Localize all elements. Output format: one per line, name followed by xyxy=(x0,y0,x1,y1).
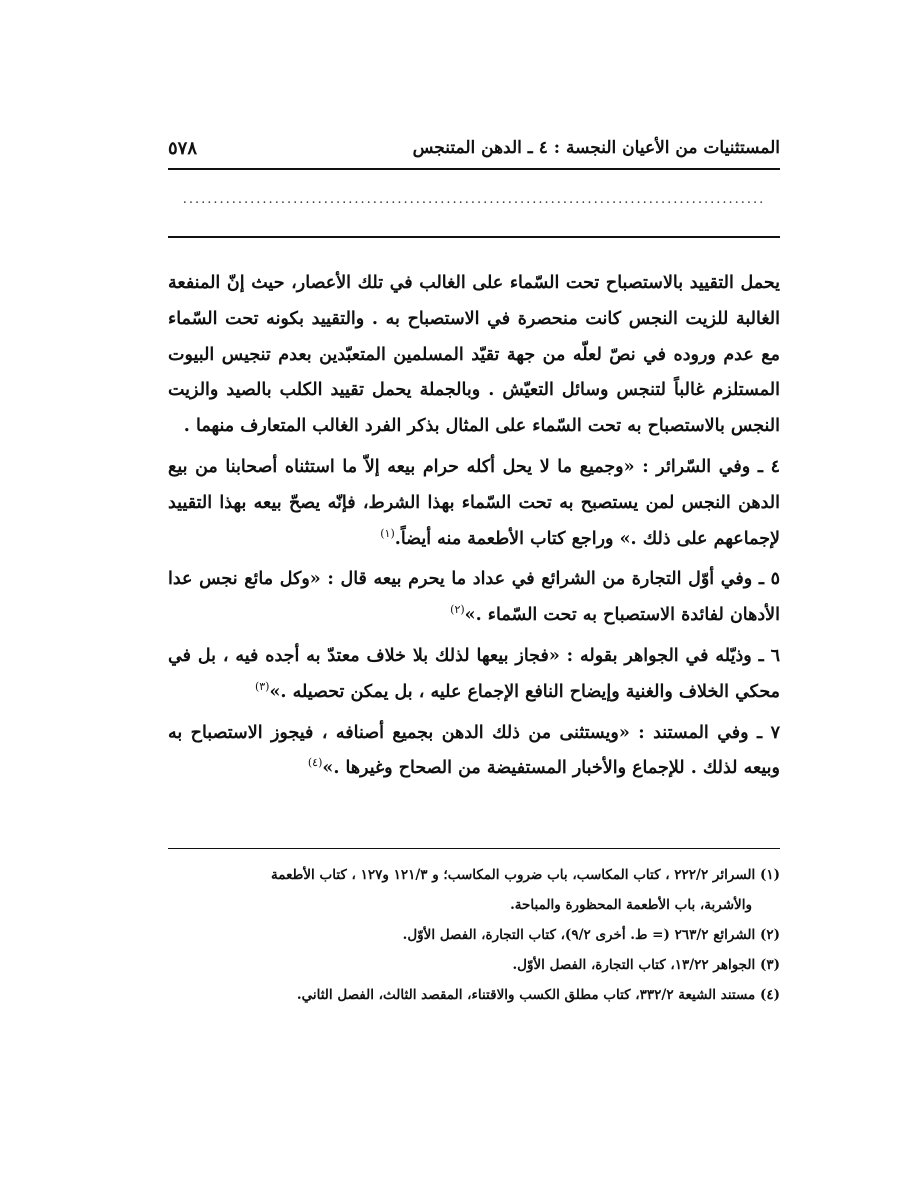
footnote-2: (٢) الشرائع ٢٦٣/٢ (= ط. أخرى ٩/٢)، كتاب التجارة، الفصل الأوّل. xyxy=(402,927,780,943)
page-header xyxy=(168,128,780,168)
main-text xyxy=(168,266,780,792)
footnote-ref: (٣) xyxy=(254,679,270,693)
paragraph: ٤ ـ وفي السّرائر : «وجميع ما لا يحل أكله حرام بيعه إلاّ ما استثناه أصحابنا من بيع الدهن النجس لمن يستصبح به تحت السّماء بهذا الشرط، فإنّه يصحّ بيعه بهذا التقييد لإجماعهم على ذلك .» وراجع كتاب الأطعمة منه أيضاً.$^{(١)}$ xyxy=(168,456,780,549)
header-rule xyxy=(168,168,780,170)
paragraph: ٧ ـ وفي المستند : «ويستثنى من ذلك الدهن بجميع أصنافه ، فيجوز الاستصباح به وبيعه لذلك . للإجماع والأخبار المستفيضة من الصحاح وغيرها .»$^{(٤)}$ xyxy=(168,722,780,779)
footnote-3: (٣) الجواهر ١٣/٢٢، كتاب التجارة، الفصل الأوّل. xyxy=(512,957,780,973)
footnote-1-continued: والأشربة، باب الأطعمة المحظورة والمباحة. xyxy=(510,897,752,913)
page-number: ٥٧٨ xyxy=(168,137,198,159)
footnote-4: (٤) مستند الشيعة ٣٣٢/٢، كتاب مطلق الكسب والاقتناء، المقصد الثالث، الفصل الثاني. xyxy=(296,987,780,1003)
footnote-ref: (٢) xyxy=(450,603,465,617)
footnotes xyxy=(168,860,780,1010)
footnote-1: (١) السرائر ٢٢٢/٢ ، كتاب المكاسب، باب ضروب المكاسب؛ و ١٢١/٣ و١٢٧ ، كتاب الأطعمة xyxy=(271,867,780,883)
paragraph: ٦ ـ وذيّله في الجواهر بقوله : «فجاز بيعها لذلك بلا خلاف معتدّ به أجده فيه ، بل في محكي الخلاف والغنية وإيضاح النافع الإجماع عليه ، بل يمكن تحصيله .»$^{(٣)}$ xyxy=(168,645,780,702)
paragraph: يحمل التقييد بالاستصباح تحت السّماء على الغالب في تلك الأعصار، حيث إنّ المنفعة الغالبة للزيت النجس كانت منحصرة في الاستصباح به . والتقييد بكونه تحت السّماء مع عدم وروده في نصّ لعلّه من جهة تقيّد المسلمين المتعبّدين بعدم تنجيس البيوت المستلزم غالباً لتنجس وسائل التعيّش . وبالجملة يحمل تقييد الكلب بالصيد والزيت النجس بالاستصباح به تحت السّماء على المثال بذكر الفرد الغالب المتعارف منهما . xyxy=(168,273,780,437)
dotted-separator: ............................................................................................... xyxy=(182,192,766,207)
book-page xyxy=(168,128,780,1168)
section-rule xyxy=(168,236,780,238)
footnote-rule xyxy=(168,848,780,849)
paragraph: ٥ ـ وفي أوّل التجارة من الشرائع في عداد ما يحرم بيعه قال : «وكل مائع نجس عدا الأدهان لفائدة الاستصباح به تحت السّماء .»$^{(٢)}$ xyxy=(168,569,780,626)
footnote-ref: (٤) xyxy=(307,756,323,770)
footnote-ref: (١) xyxy=(380,526,395,540)
running-title: المستثنيات من الأعيان النجسة : ٤ ـ الدهن المتنجس xyxy=(412,138,780,158)
